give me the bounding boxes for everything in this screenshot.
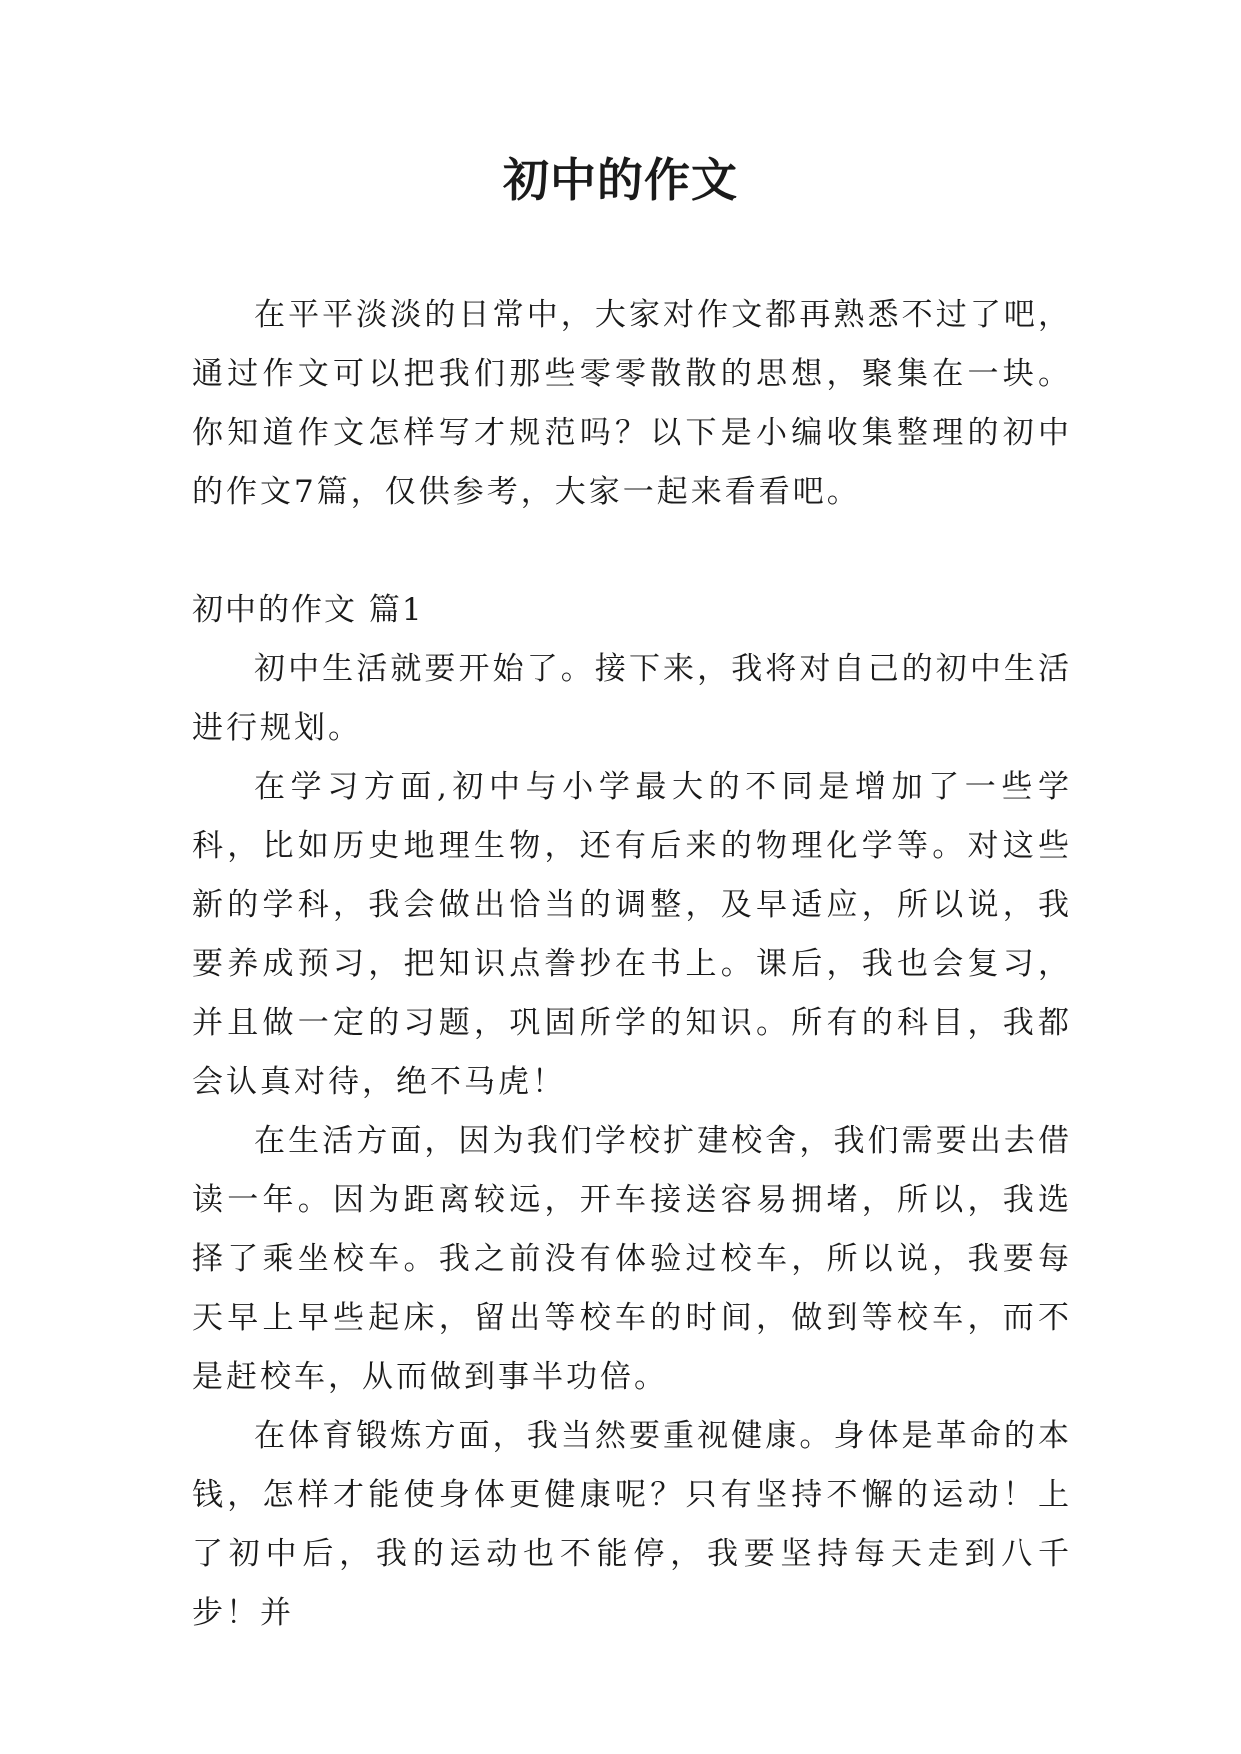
body-paragraph: 在体育锻炼方面，我当然要重视健康。身体是革命的本钱，怎样才能使身体更健康呢？只有坚持不懈的运动！上了初中后，我的运动也不能停，我要坚持每天走到八千步！并	[192, 1418, 1072, 1631]
intro-paragraph: 在平平淡淡的日常中，大家对作文都再熟悉不过了吧，通过作文可以把我们那些零零散散的思想，聚集在一块。你知道作文怎样写才规范吗？以下是小编收集整理的初中的作文7篇，仅供参考，大家一起来看看吧。	[192, 297, 1072, 510]
document-body	[192, 286, 1072, 1643]
body-paragraph: 在学习方面,初中与小学最大的不同是增加了一些学科，比如历史地理生物，还有后来的物理化学等。对这些新的学科，我会做出恰当的调整，及早适应，所以说，我要养成预习，把知识点誊抄在书上。课后，我也会复习，并且做一定的习题，巩固所学的知识。所有的科目，我都会认真对待，绝不马虎！	[192, 769, 1072, 1100]
body-paragraph: 初中生活就要开始了。接下来，我将对自己的初中生活进行规划。	[192, 651, 1072, 746]
body-paragraph: 在生活方面，因为我们学校扩建校舍，我们需要出去借读一年。因为距离较远，开车接送容易拥堵，所以，我选择了乘坐校车。我之前没有体验过校车，所以说，我要每天早上早些起床，留出等校车的时间，做到等校车，而不是赶校车，从而做到事半功倍。	[192, 1123, 1072, 1395]
document-title: 初中的作文	[503, 153, 738, 207]
section-heading: 初中的作文 篇1	[192, 592, 424, 628]
